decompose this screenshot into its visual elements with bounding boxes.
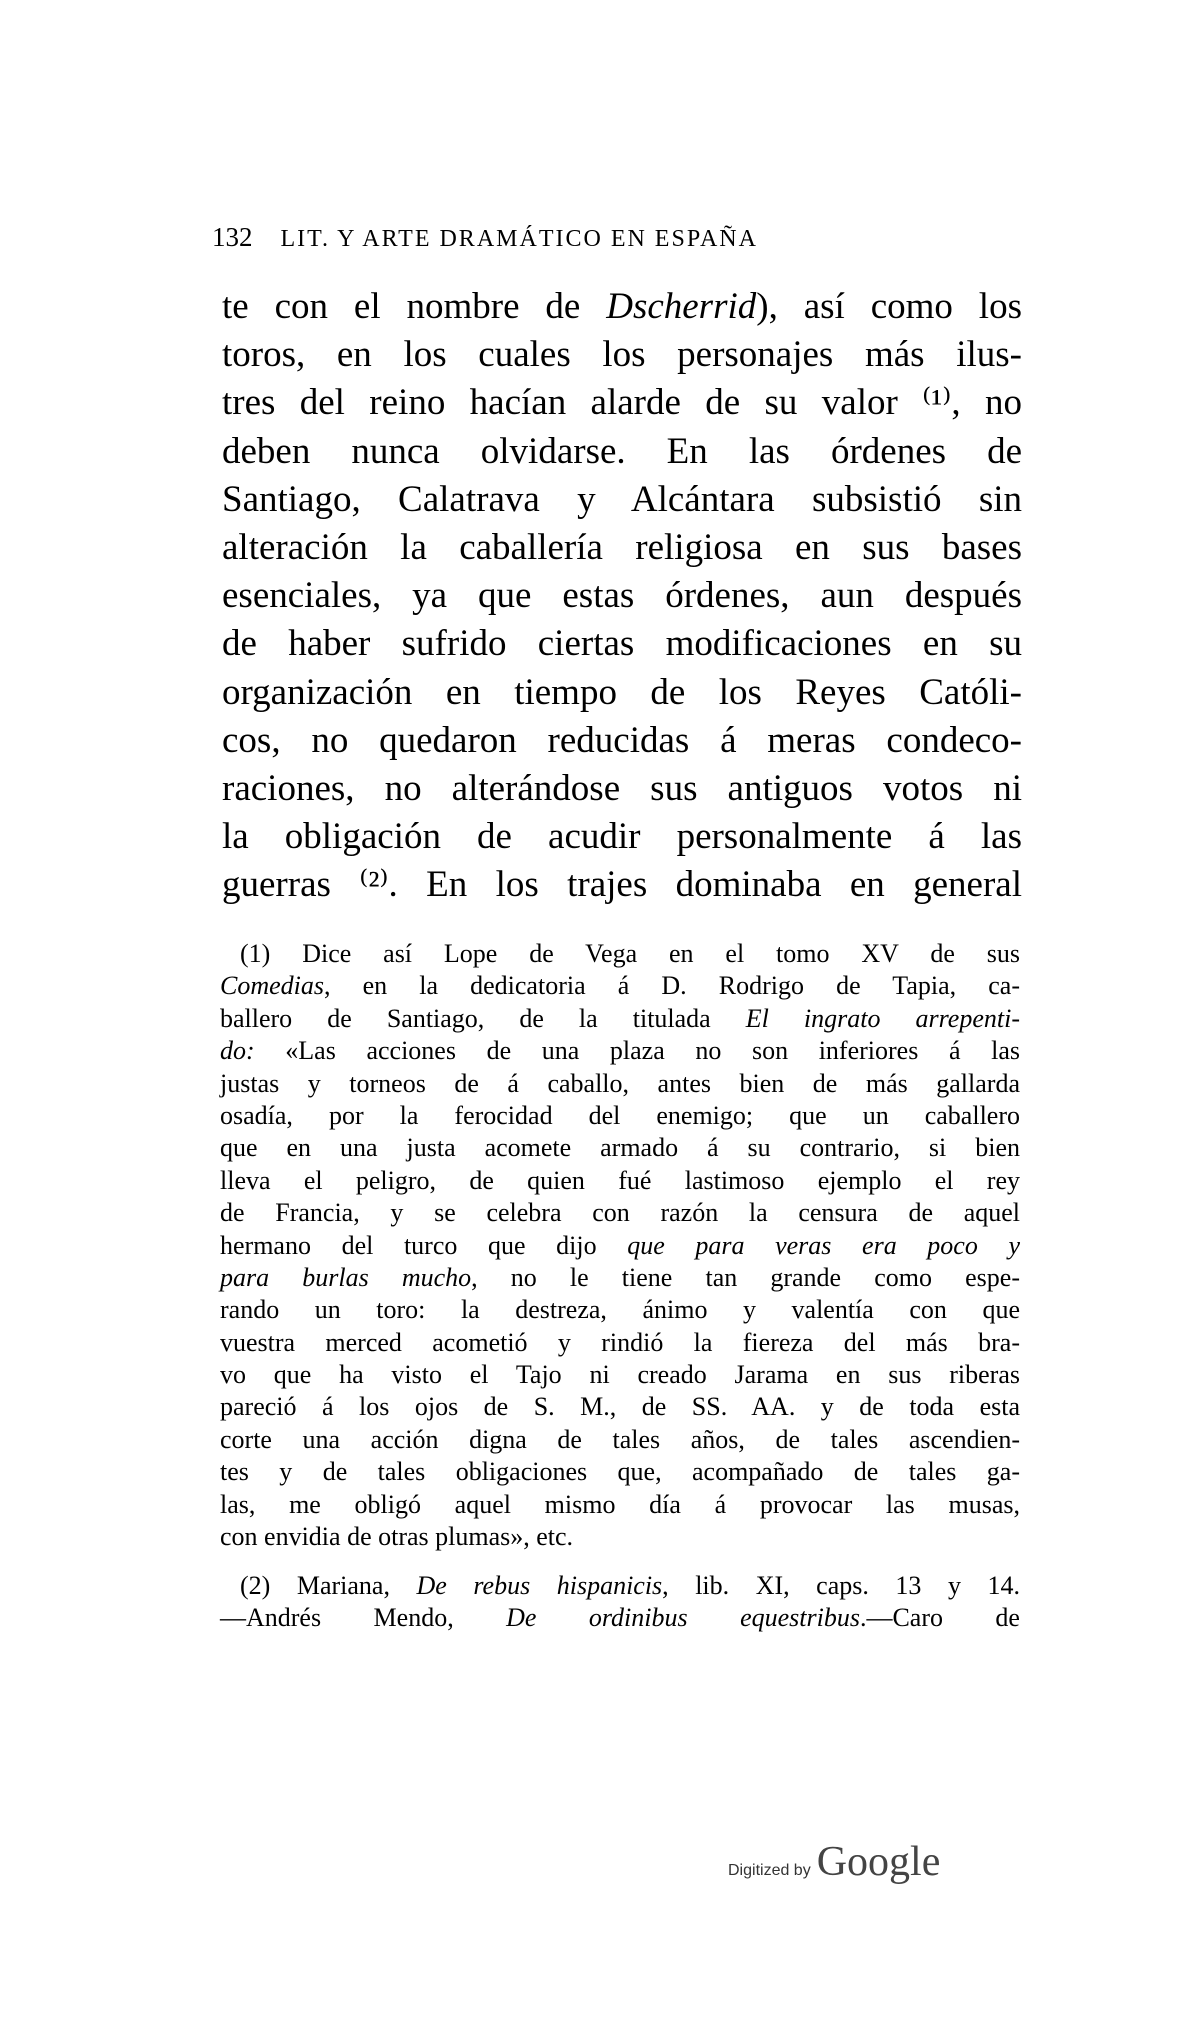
text-line [222,331,1022,379]
text-line [220,1602,1020,1634]
text-line [222,476,1022,524]
text-segment: (2) Mariana, [240,1571,417,1600]
text-line [222,765,1022,813]
text-segment: , en la dedicatoria á D. Rodrigo de Tapia, ca- [324,971,1020,1001]
text-segment: toros, en los cuales los personajes más ilus- [222,334,1022,376]
text-line [220,1230,1020,1262]
running-title: LIT. Y ARTE DRAMÁTICO EN ESPAÑA [280,226,758,252]
text-segment: la obligación de acudir personalmente á las [222,816,1022,858]
text-line [222,717,1022,765]
text-segment: , no le tiene tan grande como espe- [471,1262,1020,1292]
text-segment: (1) Dice así Lope de Vega en el tomo XV de sus [240,939,1020,968]
text-segment: «Las acciones de una plaza no son inferiores á las [254,1036,1020,1066]
text-segment: organización en tiempo de los Reyes Católi- [222,671,1022,713]
text-line [220,1165,1020,1197]
text-line [220,1100,1020,1132]
text-segment: —Andrés Mendo, [220,1603,507,1633]
text-line [220,970,1020,1002]
page-number: 132 [212,222,253,252]
italic-text: De ordinibus equestribus [506,1603,860,1633]
text-segment: hermano del turco que dijo [220,1230,628,1260]
text-segment: corte una acción digna de tales años, de tales ascendien- [220,1424,1020,1454]
text-segment: esenciales, ya que estas órdenes, aun después [222,575,1022,617]
running-header [212,222,972,253]
italic-text: que para veras era poco y [627,1230,1021,1260]
text-line [222,379,1022,427]
text-segment: , lib. XI, caps. 13 y 14. [662,1571,1020,1600]
italic-text: Comedias [220,971,324,1001]
text-segment: .—Caro de [859,1603,1020,1633]
text-line [222,620,1022,668]
text-segment: ), así como los [756,286,1022,327]
text-segment: de Francia, y se celebra con razón la censura de aquel [220,1198,1020,1228]
text-segment: ballero de Santiago, de la titulada [220,1003,746,1033]
text-line [222,861,1022,909]
text-line [220,1035,1020,1067]
footnote-1 [220,938,1020,1553]
text-segment: osadía, por la ferocidad del enemigo; que un caballero [220,1100,1020,1130]
text-line [220,1489,1020,1521]
text-segment: tres del reino hacían alarde de su valor ⁽¹⁾, no [222,382,1022,424]
text-segment: cos, no quedaron reducidas á meras condeco- [222,719,1022,761]
text-segment: guerras ⁽²⁾. En los trajes dominaba en general [222,864,1022,906]
text-segment: de haber sufrido ciertas modificaciones en su [222,623,1022,665]
text-segment: vuestra merced acometió y rindió la fiereza del más bra- [220,1327,1020,1357]
text-line [220,1570,1020,1602]
text-line [220,938,1020,970]
text-line [220,1068,1020,1100]
text-segment: deben nunca olvidarse. En las órdenes de [222,430,1022,472]
text-line [220,1359,1020,1391]
text-segment: tes y de tales obligaciones que, acompañado de tales ga- [220,1457,1020,1487]
text-segment: vo que ha visto el Tajo ni creado Jarama en sus riberas [220,1360,1020,1390]
text-line [220,1294,1020,1326]
text-line [220,1262,1020,1294]
text-segment: rando un toro: la destreza, ánimo y valentía con que [220,1295,1020,1325]
text-line [222,428,1022,476]
text-segment: alteración la caballería religiosa en sus bases [222,526,1022,568]
text-line [220,1424,1020,1456]
text-segment: justas y torneos de á caballo, antes bien de más gallarda [220,1068,1020,1098]
google-logo: Google [816,1839,941,1885]
italic-text: Dscherrid [606,286,757,327]
italic-text: do: [220,1036,255,1066]
text-line [220,1521,1020,1553]
text-segment: pareció á los ojos de S. M., de SS. AA. y de toda esta [220,1392,1020,1422]
text-line [222,572,1022,620]
italic-text: para burlas mucho [220,1262,472,1292]
text-line [222,524,1022,572]
italic-text: De rebus hispanicis [416,1571,663,1600]
text-line [222,283,1022,331]
text-line [222,813,1022,861]
text-line [220,1456,1020,1488]
text-segment: con envidia de otras plumas», etc. [220,1522,574,1552]
text-segment: Santiago, Calatrava y Alcántara subsistió sin [222,478,1022,520]
watermark-prefix: Digitized by [728,1862,811,1879]
text-line [220,1197,1020,1229]
text-segment: lleva el peligro, de quien fué lastimoso ejemplo el rey [220,1165,1020,1195]
body-text [222,283,1022,909]
footnote-2 [220,1570,1020,1635]
text-line [220,1132,1020,1164]
text-line [220,1391,1020,1423]
text-line [220,1003,1020,1035]
text-segment: raciones, no alterándose sus antiguos votos ni [222,767,1022,809]
italic-text: El ingrato arrepenti- [745,1003,1020,1033]
text-segment: que en una justa acomete armado á su contrario, si bien [220,1133,1020,1163]
digitized-by-google-watermark [728,1838,940,1886]
text-line [222,669,1022,717]
text-line [220,1327,1020,1359]
text-segment: las, me obligó aquel mismo día á provocar las musas, [220,1489,1020,1519]
text-segment: te con el nombre de [222,286,607,327]
